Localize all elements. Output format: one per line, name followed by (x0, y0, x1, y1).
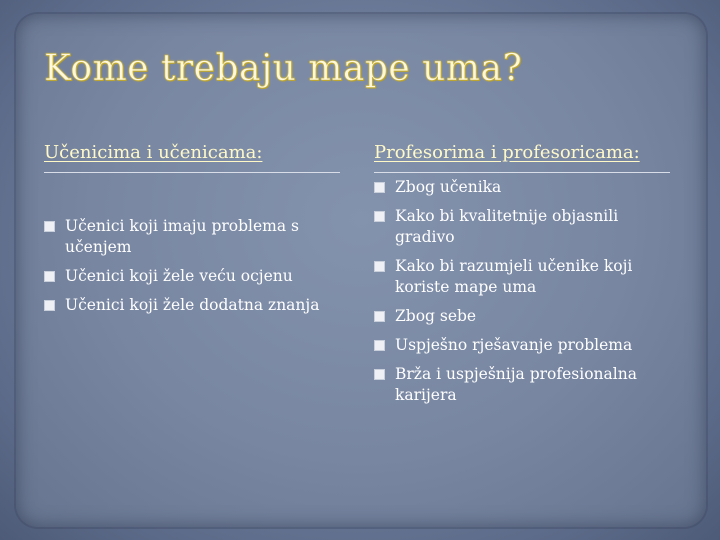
list-item (44, 295, 340, 316)
square-bullet-icon (374, 369, 385, 380)
list-item (44, 266, 340, 287)
left-column-divider (44, 172, 340, 173)
list-item (374, 335, 674, 356)
square-bullet-icon (374, 311, 385, 322)
list-item (374, 306, 674, 327)
square-bullet-icon (44, 221, 55, 232)
list-item-text: Učenici koji žele dodatna znanja (65, 296, 320, 314)
right-column-list (374, 177, 674, 414)
square-bullet-icon (374, 340, 385, 351)
list-item-text: Zbog sebe (395, 307, 477, 325)
list-item (374, 364, 674, 406)
right-column-divider (374, 172, 670, 173)
square-bullet-icon (374, 211, 385, 222)
list-item-text: Kako bi razumjeli učenike koji koriste mape uma (395, 257, 633, 296)
list-item (374, 206, 674, 248)
left-column-heading: Učenicima i učenicama: (44, 142, 263, 163)
list-item (374, 177, 674, 198)
square-bullet-icon (44, 271, 55, 282)
list-item-text: Brža i uspješnija profesionalna karijera (395, 365, 637, 404)
list-item-text: Kako bi kvalitetnije objasnili gradivo (395, 207, 619, 246)
square-bullet-icon (44, 300, 55, 311)
list-item (374, 256, 674, 298)
list-item-text: Uspješno rješavanje problema (395, 336, 633, 354)
left-column-list (44, 216, 340, 324)
list-item (44, 216, 340, 258)
square-bullet-icon (374, 261, 385, 272)
right-column-heading: Profesorima i profesoricama: (374, 142, 640, 163)
list-item-text: Zbog učenika (395, 178, 502, 196)
list-item-text: Učenici koji imaju problema s učenjem (65, 217, 299, 256)
slide-title: Kome trebaju mape uma? (44, 48, 523, 89)
square-bullet-icon (374, 182, 385, 193)
list-item-text: Učenici koji žele veću ocjenu (65, 267, 293, 285)
